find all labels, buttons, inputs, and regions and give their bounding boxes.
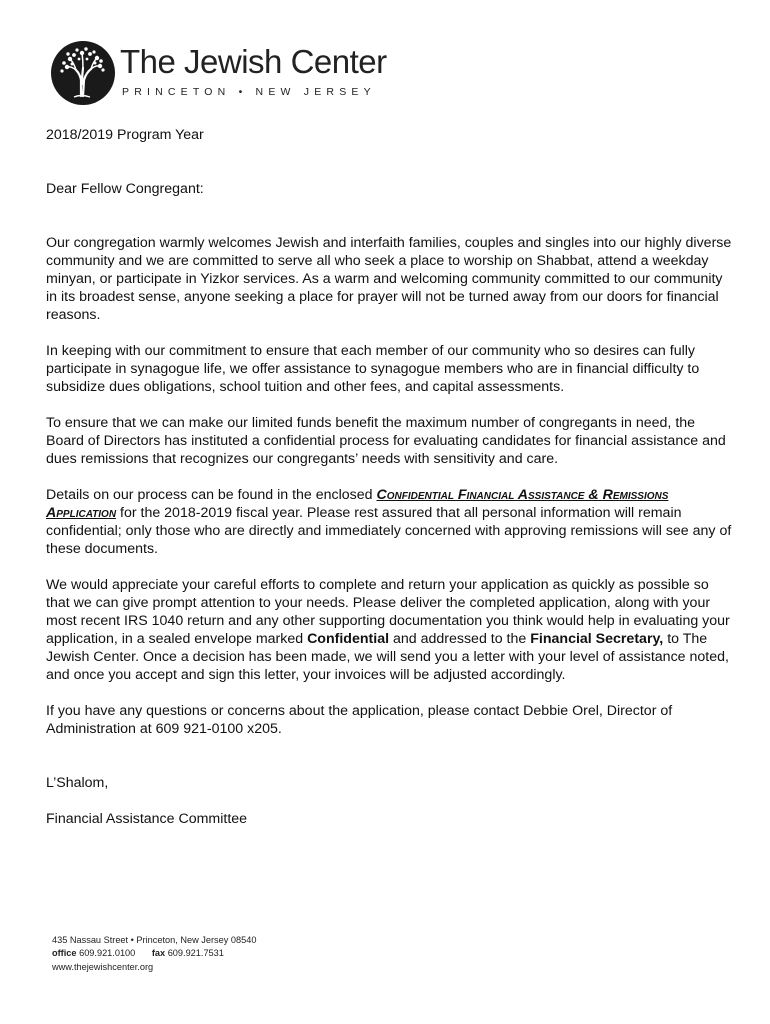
office-phone: 609.921.0100 — [79, 948, 136, 959]
paragraph-commitment: In keeping with our commitment to ensure that each member of our community who so desires can fully participate in synagogue life, we offer assistance to synagogue members who are in financial difficulty to subsidize dues obligations, school tuition and other fees, and capital assessments. — [46, 343, 700, 395]
program-year: 2018/2019 Program Year — [46, 127, 204, 143]
signature: Financial Assistance Committee — [46, 811, 248, 827]
fax-phone: 609.921.7531 — [167, 948, 224, 959]
fax-label: fax — [151, 948, 166, 959]
footer-address: 435 Nassau Street • Princeton, New Jersey 08540 — [52, 935, 257, 945]
closing: L’Shalom, — [46, 775, 109, 791]
org-name: The Jewish Center — [120, 43, 387, 80]
submission-text-c: to The Jewish Center. Once a decision has been made, we will send you a letter with your level of assistance noted, and once you accept and sign this letter, your invoices will be adjusted accordingly. — [46, 631, 729, 683]
paragraph-welcome: Our congregation warmly welcomes Jewish and interfaith families, couples and singles into our highly diverse community and we are committed to serve all who seek a place to worship on Shabbat, attend a weekday minyan, or participate in Yizkor services. As a warm and welcoming community committed to our community in its broadest sense, anyone seeking a place for prayer will not be turned away from our doors for financial reasons. — [46, 235, 732, 323]
financial-secretary-label: Financial Secretary, — [530, 631, 664, 647]
application-intro-text: Details on our process can be found in the enclosed — [46, 487, 377, 503]
letterhead-footer — [52, 934, 256, 974]
application-title: Confidential Financial Assistance & Remissions Application — [46, 487, 669, 521]
confidential-label: Confidential — [307, 631, 390, 647]
paragraph-application-details — [46, 486, 736, 558]
paragraph-contact: If you have any questions or concerns about the application, please contact Debbie Orel, Director of Administration at 609 921-0100 x205. — [46, 703, 673, 737]
paragraph-confidential-process: To ensure that we can make our limited funds benefit the maximum number of congregants in need, the Board of Directors has instituted a confidential process for evaluating candidates for financial assistance and dues remissions that recognizes our congregants’ needs with sensitivity and care. — [46, 415, 726, 467]
application-details-text: for the 2018-2019 fiscal year. Please rest assured that all personal information will remain confidential; only those who are directly and immediately concerned with approving remissions will see any of these documents. — [46, 505, 732, 557]
letter-body — [46, 126, 736, 828]
salutation: Dear Fellow Congregant: — [46, 181, 204, 197]
footer-contact-line — [52, 947, 256, 960]
org-logo — [50, 40, 390, 110]
office-label: office — [52, 948, 77, 959]
org-location: PRINCETON • NEW JERSEY — [122, 86, 376, 98]
footer-website: www.thejewishcenter.org — [52, 961, 154, 972]
tree-logo-icon — [50, 40, 116, 106]
submission-text-a: We would appreciate your careful efforts to complete and return your application as quickly as possible so that we can give prompt attention to your needs. Please deliver the completed application, along with your most recent IRS 1040 return and any other supporting documentation you think would help in evaluating your application, in a sealed envelope marked — [46, 577, 730, 647]
submission-text-b: and addressed to the — [389, 631, 531, 647]
paragraph-submission — [46, 576, 736, 684]
